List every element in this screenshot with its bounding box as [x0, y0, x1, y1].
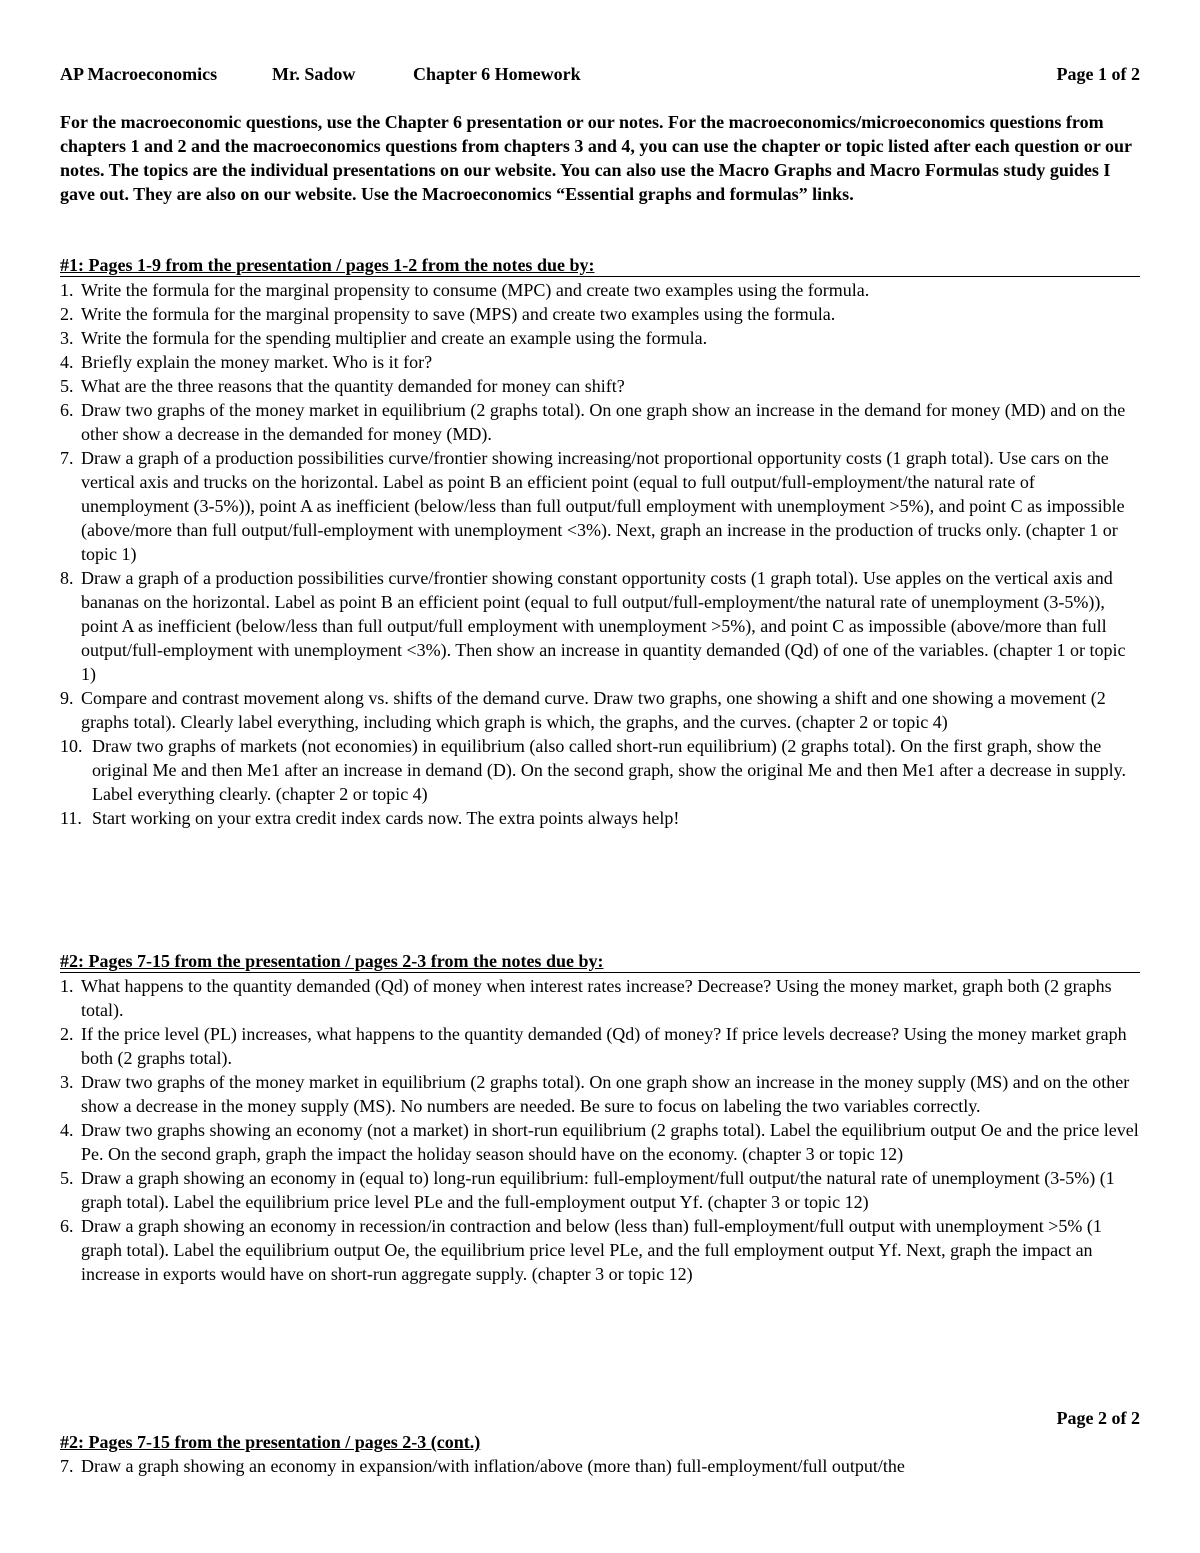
question-item [60, 302, 1140, 326]
question-item [60, 1118, 1140, 1166]
question-number: 5. [60, 1168, 74, 1188]
question-number: 4. [60, 1120, 74, 1140]
question-number: 3. [60, 1072, 74, 1092]
question-text: Draw a graph of a production possibilities curve/frontier showing increasing/not proportional opportunity costs (1 graph total). Use cars on the vertical axis and trucks on the horizontal. Label as point B an efficient point (equal to full output/full-employment/the natural rate of unemployment (3-5%)), point A as inefficient (below/less than full output/full employment with unemployment >5%), and point C as impossible (above/more than full output/full-employment with unemployment <3%). Next, graph an increase in the production of trucks only. (chapter 1 or topic 1) [81, 448, 1125, 564]
page-2-number: Page 2 of 2 [1056, 1408, 1140, 1428]
question-text: Draw a graph of a production possibilities curve/frontier showing constant opportunity costs (1 graph total). Use apples on the vertical axis and bananas on the horizontal. Label as point B an efficient point (equal to full output/full-employment/the natural rate of unemployment (3-5%)), point A as inefficient (below/less than full output/full employment with unemployment >5%), and point C as impossible (above/more than full output/full-employment with unemployment <3%). Then show an increase in quantity demanded (Qd) of one of the variables. (chapter 1 or topic 1) [81, 568, 1126, 684]
question-number: 1. [60, 976, 74, 996]
question-number: 6. [60, 400, 74, 420]
question-text: What happens to the quantity demanded (Qd) of money when interest rates increase? Decrease? Using the money market, graph both (2 graphs total). [81, 976, 1112, 1020]
question-item [60, 1214, 1140, 1286]
question-item [60, 1454, 1140, 1478]
question-text: Draw two graphs showing an economy (not a market) in short-run equilibrium (2 graphs total). Label the equilibrium output Oe and the price level Pe. On the second graph, graph the impact the holiday season should have on the economy. (chapter 3 or topic 12) [81, 1120, 1139, 1164]
teacher-name: Mr. Sadow [272, 64, 356, 84]
question-item [60, 374, 1140, 398]
section-2-title [60, 950, 1140, 973]
question-item [60, 326, 1140, 350]
question-text: Write the formula for the marginal propensity to consume (MPC) and create two examples using the formula. [81, 280, 870, 300]
question-number: 6. [60, 1216, 74, 1236]
question-text: Compare and contrast movement along vs. shifts of the demand curve. Draw two graphs, one showing a shift and one showing a movement (2 graphs total). Clearly label everything, including which graph is which, the graphs, and the curves. (chapter 2 or topic 4) [81, 688, 1106, 732]
question-number: 11. [60, 808, 82, 828]
question-text: Draw two graphs of the money market in equilibrium (2 graphs total). On one graph show an increase in the demand for money (MD) and on the other show a decrease in the demanded for money (MD). [81, 400, 1126, 444]
section-1-questions [60, 278, 1140, 830]
question-number: 4. [60, 352, 74, 372]
question-number: 5. [60, 376, 74, 396]
section-1-title-text: #1: Pages 1-9 from the presentation / pages 1-2 from the notes due by: [60, 255, 595, 275]
question-item [60, 1070, 1140, 1118]
question-text: Briefly explain the money market. Who is it for? [81, 352, 433, 372]
question-number: 10. [60, 736, 83, 756]
page-header [60, 62, 1140, 86]
section-2-cont-title-text: #2: Pages 7-15 from the presentation / pages 2-3 (cont.) [60, 1432, 481, 1452]
question-item [60, 278, 1140, 302]
question-item [60, 734, 1140, 806]
question-text: Draw a graph showing an economy in (equal to) long-run equilibrium: full-employment/full output/the natural rate of unemployment (3-5%) (1 graph total). Label the equilibrium price level PLe and the full-employment output Yf. (chapter 3 or topic 12) [81, 1168, 1115, 1212]
question-item [60, 566, 1140, 686]
question-number: 8. [60, 568, 74, 588]
question-item [60, 1022, 1140, 1070]
question-item [60, 974, 1140, 1022]
page-number: Page 1 of 2 [1056, 64, 1140, 84]
question-text: What are the three reasons that the quantity demanded for money can shift? [81, 376, 625, 396]
question-number: 7. [60, 448, 74, 468]
section-2-cont-questions [60, 1454, 1140, 1478]
course-name: AP Macroeconomics [60, 64, 218, 84]
question-text: Start working on your extra credit index cards now. The extra points always help! [92, 808, 680, 828]
question-item [60, 350, 1140, 374]
question-number: 3. [60, 328, 74, 348]
question-text: Draw two graphs of the money market in equilibrium (2 graphs total). On one graph show an increase in the money supply (MS) and on the other show a decrease in the money supply (MS). No numbers are needed. Be sure to focus on labeling the two variables correctly. [81, 1072, 1130, 1116]
question-number: 9. [60, 688, 74, 708]
section-2-questions [60, 974, 1140, 1286]
question-item [60, 446, 1140, 566]
question-number: 7. [60, 1456, 74, 1476]
section-2-cont-title [60, 1431, 1140, 1453]
question-item [60, 806, 1140, 830]
question-text: Draw a graph showing an economy in expansion/with inflation/above (more than) full-employment/full output/the [81, 1456, 905, 1476]
assignment-title: Chapter 6 Homework [413, 64, 581, 84]
section-1-title [60, 254, 1140, 277]
question-item [60, 686, 1140, 734]
question-number: 2. [60, 304, 74, 324]
question-text: Write the formula for the spending multiplier and create an example using the formula. [81, 328, 708, 348]
section-2-title-text: #2: Pages 7-15 from the presentation / pages 2-3 from the notes due by: [60, 951, 604, 971]
question-text: Write the formula for the marginal propensity to save (MPS) and create two examples using the formula. [81, 304, 836, 324]
instructions-paragraph: For the macroeconomic questions, use the Chapter 6 presentation or our notes. For the macroeconomics/microeconomics questions from chapters 1 and 2 and the macroeconomics questions from chapters 3 and 4, you can use the chapter or topic listed after each question or our notes. The topics are the individual presentations on our website. You can also use the Macro Graphs and Macro Formulas study guides I gave out. They are also on our website. Use the Macroeconomics “Essential graphs and formulas” links. [60, 112, 1132, 204]
question-text: Draw a graph showing an economy in recession/in contraction and below (less than) full-employment/full output with unemployment >5% (1 graph total). Label the equilibrium output Oe, the equilibrium price level PLe, and the full employment output Yf. Next, graph the impact an increase in exports would have on short-run aggregate supply. (chapter 3 or topic 12) [81, 1216, 1102, 1284]
question-item [60, 398, 1140, 446]
question-text: If the price level (PL) increases, what happens to the quantity demanded (Qd) of money? If price levels decrease? Using the money market graph both (2 graphs total). [81, 1024, 1127, 1068]
question-number: 2. [60, 1024, 74, 1044]
question-number: 1. [60, 280, 74, 300]
question-item [60, 1166, 1140, 1214]
question-text: Draw two graphs of markets (not economies) in equilibrium (also called short-run equilibrium) (2 graphs total). On the first graph, show the original Me and then Me1 after an increase in demand (D). On the second graph, show the original Me and then Me1 after a decrease in supply. Label everything clearly. (chapter 2 or topic 4) [92, 736, 1126, 804]
